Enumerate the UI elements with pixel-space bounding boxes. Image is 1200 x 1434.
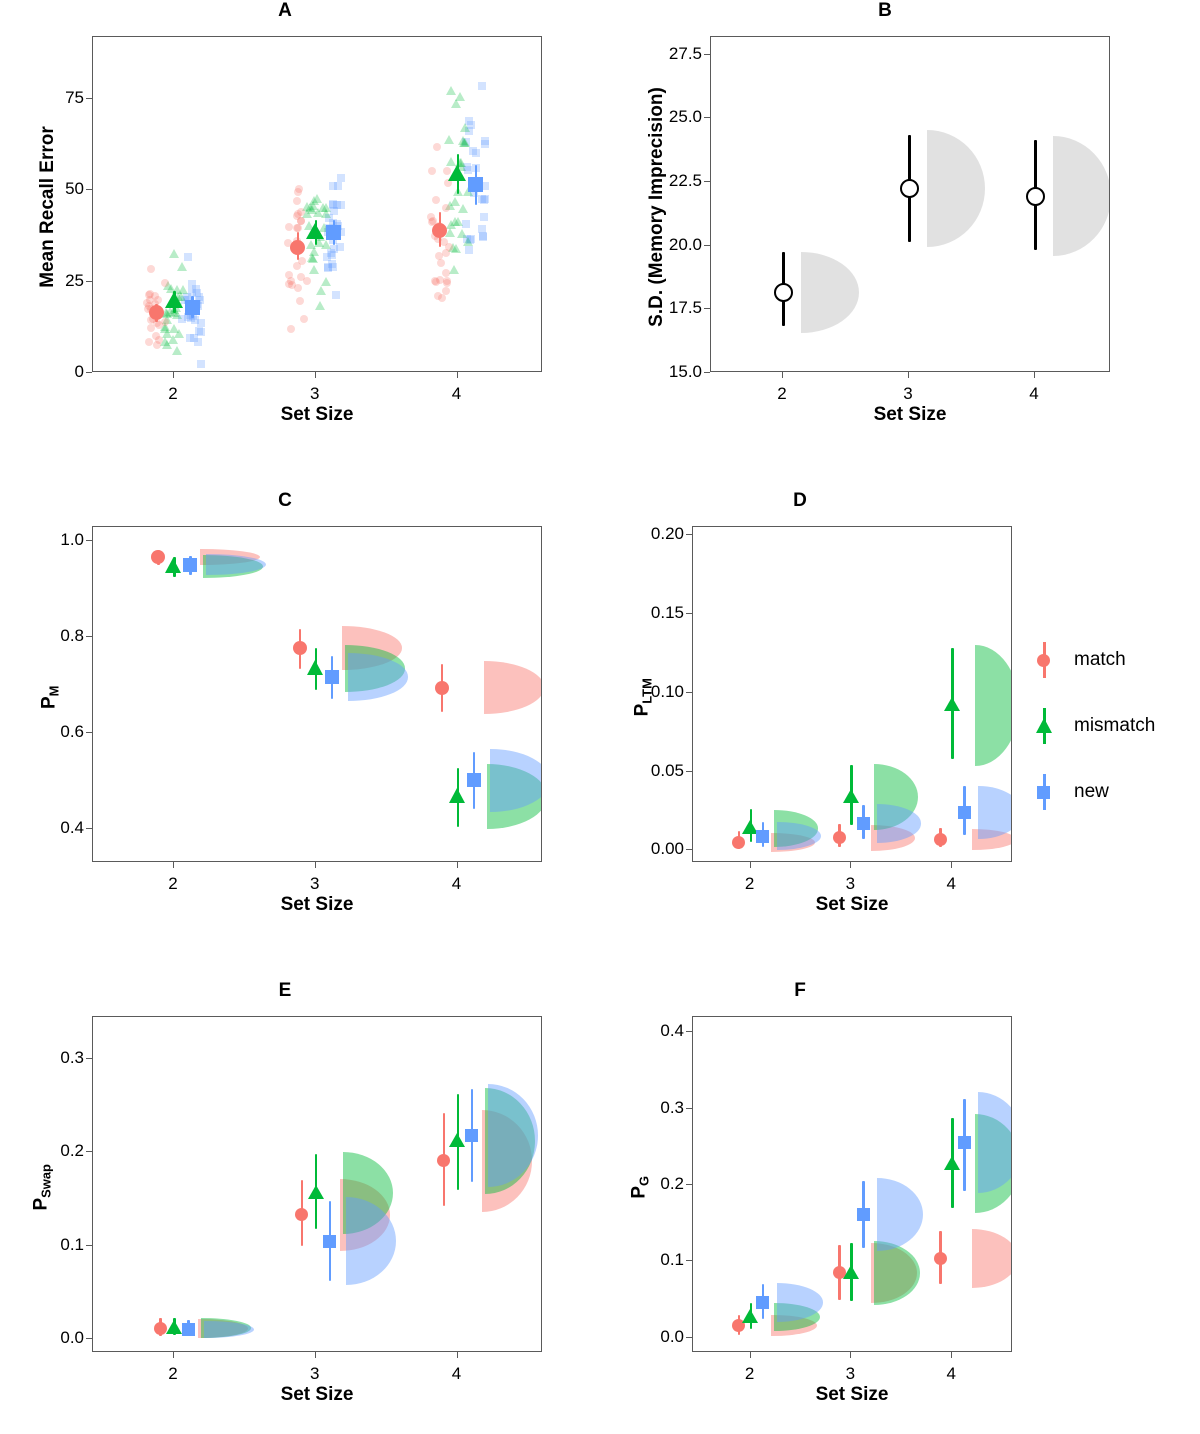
density-curve	[978, 786, 1012, 840]
y-tick-mark	[86, 1245, 92, 1246]
x-tick-label: 3	[310, 874, 320, 893]
x-tick-mark	[850, 1352, 851, 1358]
raw-data-point	[450, 197, 460, 206]
data-point-triangle	[449, 1133, 465, 1147]
data-point-square	[326, 225, 341, 240]
data-point-square	[756, 830, 769, 843]
panel-b-xlabel: Set Size	[873, 404, 947, 425]
data-point-circle	[833, 831, 846, 844]
raw-data-point	[460, 138, 470, 147]
x-tick-label: 4	[946, 874, 956, 893]
x-tick-label: 2	[168, 874, 178, 893]
raw-data-point	[161, 279, 169, 287]
raw-data-point	[434, 292, 442, 300]
data-point-square	[182, 1323, 195, 1336]
y-tick-mark	[686, 534, 692, 535]
data-point-triangle	[843, 789, 859, 803]
density-curve	[972, 1229, 1012, 1288]
x-tick-mark	[457, 372, 458, 378]
data-point-circle	[293, 641, 307, 655]
panel-b	[600, 0, 1170, 440]
raw-data-point	[480, 196, 488, 204]
raw-data-point	[460, 123, 470, 132]
data-point-triangle	[944, 697, 960, 711]
y-tick-label: 0	[74, 362, 84, 381]
panel-c-xlabel: Set Size	[280, 894, 354, 915]
y-tick-label: 0.6	[60, 722, 84, 742]
panel-f-ylabel: $P_G$	[628, 1175, 652, 1199]
y-tick-label: 15.0	[668, 362, 702, 381]
y-tick-label: 0.4	[660, 1021, 684, 1041]
x-tick-mark	[951, 1352, 952, 1358]
panel-a-title: A	[278, 0, 292, 21]
raw-data-point	[172, 346, 182, 355]
y-tick-label: 0.0	[60, 1328, 84, 1347]
data-point-circle	[290, 240, 305, 255]
raw-data-point	[146, 290, 154, 298]
raw-data-point	[432, 196, 440, 204]
panel-a-ylabel: Mean Recall Error	[37, 126, 58, 288]
y-tick-label: 0.2	[660, 1174, 684, 1193]
panel-b-ylabel: S.D. (Memory Imprecision)	[646, 87, 667, 327]
density-curve	[1053, 136, 1110, 256]
data-point-square	[465, 1129, 478, 1142]
panel-d-title: D	[793, 490, 807, 511]
panel-a-xlabel: Set Size	[280, 404, 354, 425]
data-point-triangle	[448, 165, 466, 181]
data-point-triangle	[307, 660, 323, 675]
panel-d-plot-area	[692, 526, 1012, 862]
y-tick-mark	[86, 1151, 92, 1152]
data-point-circle	[1026, 187, 1045, 206]
raw-data-point	[316, 286, 326, 295]
data-point-triangle	[449, 788, 465, 803]
raw-data-point	[294, 188, 302, 196]
y-tick-label: 25	[65, 270, 84, 290]
panel-b-title: B	[878, 0, 892, 21]
data-point-circle	[774, 283, 793, 302]
data-point-circle	[432, 223, 447, 238]
x-tick-mark	[173, 372, 174, 378]
data-point-triangle	[166, 1320, 182, 1334]
raw-data-point	[297, 217, 305, 225]
y-tick-mark	[86, 732, 92, 733]
raw-data-point	[321, 203, 331, 212]
y-tick-label: 0.10	[650, 681, 684, 701]
data-point-triangle	[944, 1156, 960, 1170]
data-point-square	[467, 773, 481, 787]
y-tick-label: 0.1	[60, 1234, 84, 1254]
y-tick-label: 0.00	[650, 839, 684, 859]
raw-data-point	[186, 334, 194, 342]
legend-item-match[interactable]	[1022, 640, 1155, 680]
y-tick-label: 0.2	[60, 1141, 84, 1161]
x-tick-label: 2	[744, 874, 755, 893]
panel-c-ylabel: $P_M$	[38, 685, 62, 710]
x-tick-mark	[1034, 372, 1035, 378]
y-tick-label: 0.3	[60, 1048, 84, 1067]
data-point-triangle	[308, 1185, 324, 1199]
y-tick-mark	[704, 54, 710, 55]
x-tick-mark	[457, 862, 458, 868]
y-tick-mark	[686, 1260, 692, 1261]
x-tick-mark	[850, 862, 851, 868]
legend-key-square-icon	[1022, 772, 1068, 812]
data-point-triangle	[742, 1309, 758, 1323]
density-curve	[801, 252, 859, 333]
raw-data-point	[428, 167, 436, 175]
raw-data-point	[169, 324, 179, 333]
y-tick-mark	[86, 540, 92, 541]
raw-data-point	[443, 279, 451, 287]
y-tick-mark	[704, 245, 710, 246]
x-tick-label: 3	[310, 384, 320, 403]
x-tick-label: 3	[310, 1364, 320, 1383]
x-tick-mark	[750, 1352, 751, 1358]
raw-data-point	[330, 245, 338, 253]
y-tick-mark	[86, 1338, 92, 1339]
panel-f-plot-area	[692, 1016, 1012, 1352]
raw-data-point	[169, 249, 179, 258]
raw-data-point	[188, 280, 196, 288]
data-point-square	[857, 1208, 870, 1221]
raw-data-point	[145, 338, 153, 346]
y-tick-label: 25.0	[668, 107, 702, 127]
raw-data-point	[463, 237, 473, 246]
y-tick-label: 20.0	[668, 234, 702, 254]
panel-e-plot-area	[92, 1016, 542, 1352]
density-curve	[978, 1092, 1012, 1193]
x-tick-mark	[908, 372, 909, 378]
raw-data-point	[154, 296, 162, 304]
data-point-triangle	[165, 558, 181, 573]
data-point-circle	[151, 550, 165, 564]
legend-key-triangle-icon	[1022, 706, 1068, 746]
y-tick-mark	[686, 849, 692, 850]
panel-f-xlabel: Set Size	[815, 1384, 889, 1405]
raw-data-point	[449, 265, 459, 274]
panel-c-plot-area	[92, 526, 542, 862]
y-tick-label: 17.5	[668, 298, 702, 318]
raw-data-point	[309, 265, 319, 274]
y-tick-mark	[686, 692, 692, 693]
x-tick-mark	[315, 862, 316, 868]
panel-c-title: C	[278, 490, 292, 511]
x-tick-mark	[173, 862, 174, 868]
legend	[1022, 640, 1155, 838]
legend-label: match	[1074, 649, 1126, 670]
x-tick-label: 2	[777, 384, 787, 403]
data-point-circle	[435, 681, 449, 695]
x-tick-label: 4	[451, 384, 462, 403]
y-tick-mark	[704, 308, 710, 309]
legend-key-circle-icon	[1022, 640, 1068, 680]
y-tick-mark	[86, 281, 92, 282]
y-tick-label: 0.0	[660, 1326, 684, 1346]
data-point-square	[857, 817, 870, 830]
y-tick-mark	[86, 828, 92, 829]
raw-data-point	[197, 360, 205, 368]
data-point-triangle	[843, 1265, 859, 1279]
raw-data-point	[433, 143, 441, 151]
raw-data-point	[293, 197, 301, 205]
y-tick-mark	[686, 1184, 692, 1185]
raw-data-point	[432, 278, 440, 286]
x-tick-mark	[315, 372, 316, 378]
data-point-square	[185, 300, 200, 315]
data-point-circle	[934, 833, 947, 846]
y-tick-mark	[86, 372, 92, 373]
x-tick-label: 3	[845, 874, 856, 893]
data-point-square	[325, 670, 339, 684]
density-curve	[927, 130, 985, 248]
raw-data-point	[152, 332, 160, 340]
data-point-square	[323, 1235, 336, 1248]
x-tick-label: 2	[168, 384, 178, 403]
panel-d-xlabel: Set Size	[815, 894, 889, 915]
data-point-circle	[154, 1322, 167, 1335]
raw-data-point	[453, 217, 463, 226]
raw-data-point	[147, 265, 155, 273]
raw-data-point	[455, 92, 465, 101]
y-tick-label: 0.05	[650, 760, 684, 780]
raw-data-point	[442, 269, 450, 277]
data-point-circle	[900, 179, 919, 198]
raw-data-point	[334, 182, 342, 190]
y-tick-label: 0.20	[650, 523, 684, 543]
raw-data-point	[197, 328, 205, 336]
data-point-circle	[149, 305, 164, 320]
legend-item-mismatch[interactable]	[1022, 706, 1155, 746]
data-point-square	[183, 558, 197, 572]
x-tick-label: 4	[1029, 384, 1039, 403]
y-tick-mark	[686, 1031, 692, 1032]
x-tick-mark	[782, 372, 783, 378]
panel-e-ylabel: $P_{Swap}$	[30, 1164, 54, 1211]
y-tick-label: 75	[65, 88, 84, 108]
y-tick-mark	[86, 98, 92, 99]
raw-data-point	[285, 223, 293, 231]
raw-data-point	[442, 204, 450, 212]
data-point-circle	[934, 1252, 947, 1265]
raw-data-point	[478, 82, 486, 90]
raw-data-point	[324, 264, 332, 272]
x-tick-mark	[173, 1352, 174, 1358]
y-tick-label: 0.3	[660, 1097, 684, 1117]
density-curve	[877, 1178, 923, 1251]
raw-data-point	[309, 247, 319, 256]
panel-f	[600, 980, 1170, 1430]
panel-e-xlabel: Set Size	[280, 1384, 354, 1405]
panel-a	[0, 0, 570, 440]
raw-data-point	[184, 253, 192, 261]
x-tick-label: 4	[946, 1364, 956, 1383]
y-tick-label: 50	[65, 179, 84, 199]
data-point-triangle	[165, 292, 183, 308]
legend-item-new[interactable]	[1022, 772, 1155, 812]
y-tick-label: 0.8	[60, 626, 84, 646]
panel-e-title: E	[278, 980, 292, 1001]
x-tick-mark	[457, 1352, 458, 1358]
raw-data-point	[444, 135, 454, 144]
legend-label: new	[1074, 781, 1109, 802]
y-tick-mark	[686, 613, 692, 614]
density-curve	[484, 661, 543, 714]
panel-c	[0, 490, 570, 930]
x-tick-label: 3	[845, 1364, 856, 1383]
raw-data-point	[294, 284, 302, 292]
x-tick-label: 2	[744, 1364, 755, 1383]
x-tick-label: 3	[903, 384, 913, 403]
y-tick-label: 27.5	[668, 43, 702, 63]
data-point-circle	[732, 836, 745, 849]
raw-data-point	[462, 220, 470, 228]
raw-data-point	[465, 246, 473, 254]
x-tick-mark	[315, 1352, 316, 1358]
raw-data-point	[177, 262, 187, 271]
y-tick-mark	[704, 181, 710, 182]
raw-data-point	[469, 147, 477, 155]
y-tick-label: 22.5	[668, 171, 702, 191]
panel-a-plot-area	[92, 36, 542, 372]
raw-data-point	[442, 287, 450, 295]
raw-data-point	[296, 297, 304, 305]
x-tick-mark	[951, 862, 952, 868]
y-tick-label: 0.15	[650, 602, 684, 622]
data-point-triangle	[306, 223, 324, 239]
raw-data-point	[479, 232, 487, 240]
raw-data-point	[321, 277, 331, 286]
x-tick-label: 4	[451, 1364, 462, 1383]
x-tick-label: 4	[451, 874, 462, 893]
y-tick-mark	[686, 771, 692, 772]
y-tick-label: 0.1	[660, 1250, 684, 1270]
raw-data-point	[480, 213, 488, 221]
raw-data-point	[332, 291, 340, 299]
y-tick-label: 0.4	[60, 818, 84, 838]
raw-data-point	[293, 262, 301, 270]
data-point-square	[958, 1136, 971, 1149]
y-tick-mark	[704, 372, 710, 373]
data-point-square	[958, 806, 971, 819]
raw-data-point	[287, 325, 295, 333]
data-point-circle	[295, 1208, 308, 1221]
panel-b-plot-area	[710, 36, 1110, 372]
data-point-circle	[437, 1154, 450, 1167]
x-tick-label: 2	[168, 1364, 178, 1383]
panel-f-title: F	[794, 980, 806, 1001]
y-tick-mark	[86, 1058, 92, 1059]
legend-label: mismatch	[1074, 715, 1156, 736]
data-point-square	[468, 177, 483, 192]
y-tick-mark	[704, 117, 710, 118]
y-tick-mark	[86, 189, 92, 190]
raw-data-point	[308, 201, 318, 210]
raw-data-point	[481, 137, 489, 145]
raw-data-point	[300, 315, 308, 323]
y-tick-mark	[686, 1108, 692, 1109]
data-point-square	[756, 1296, 769, 1309]
panel-e	[0, 980, 570, 1430]
y-tick-label: 1.0	[60, 530, 84, 550]
panel-d-ylabel: $P_{LTM}$	[631, 678, 655, 717]
density-curve	[975, 645, 1012, 766]
raw-data-point	[315, 301, 325, 310]
y-tick-mark	[86, 636, 92, 637]
y-tick-mark	[686, 1337, 692, 1338]
x-tick-mark	[750, 862, 751, 868]
